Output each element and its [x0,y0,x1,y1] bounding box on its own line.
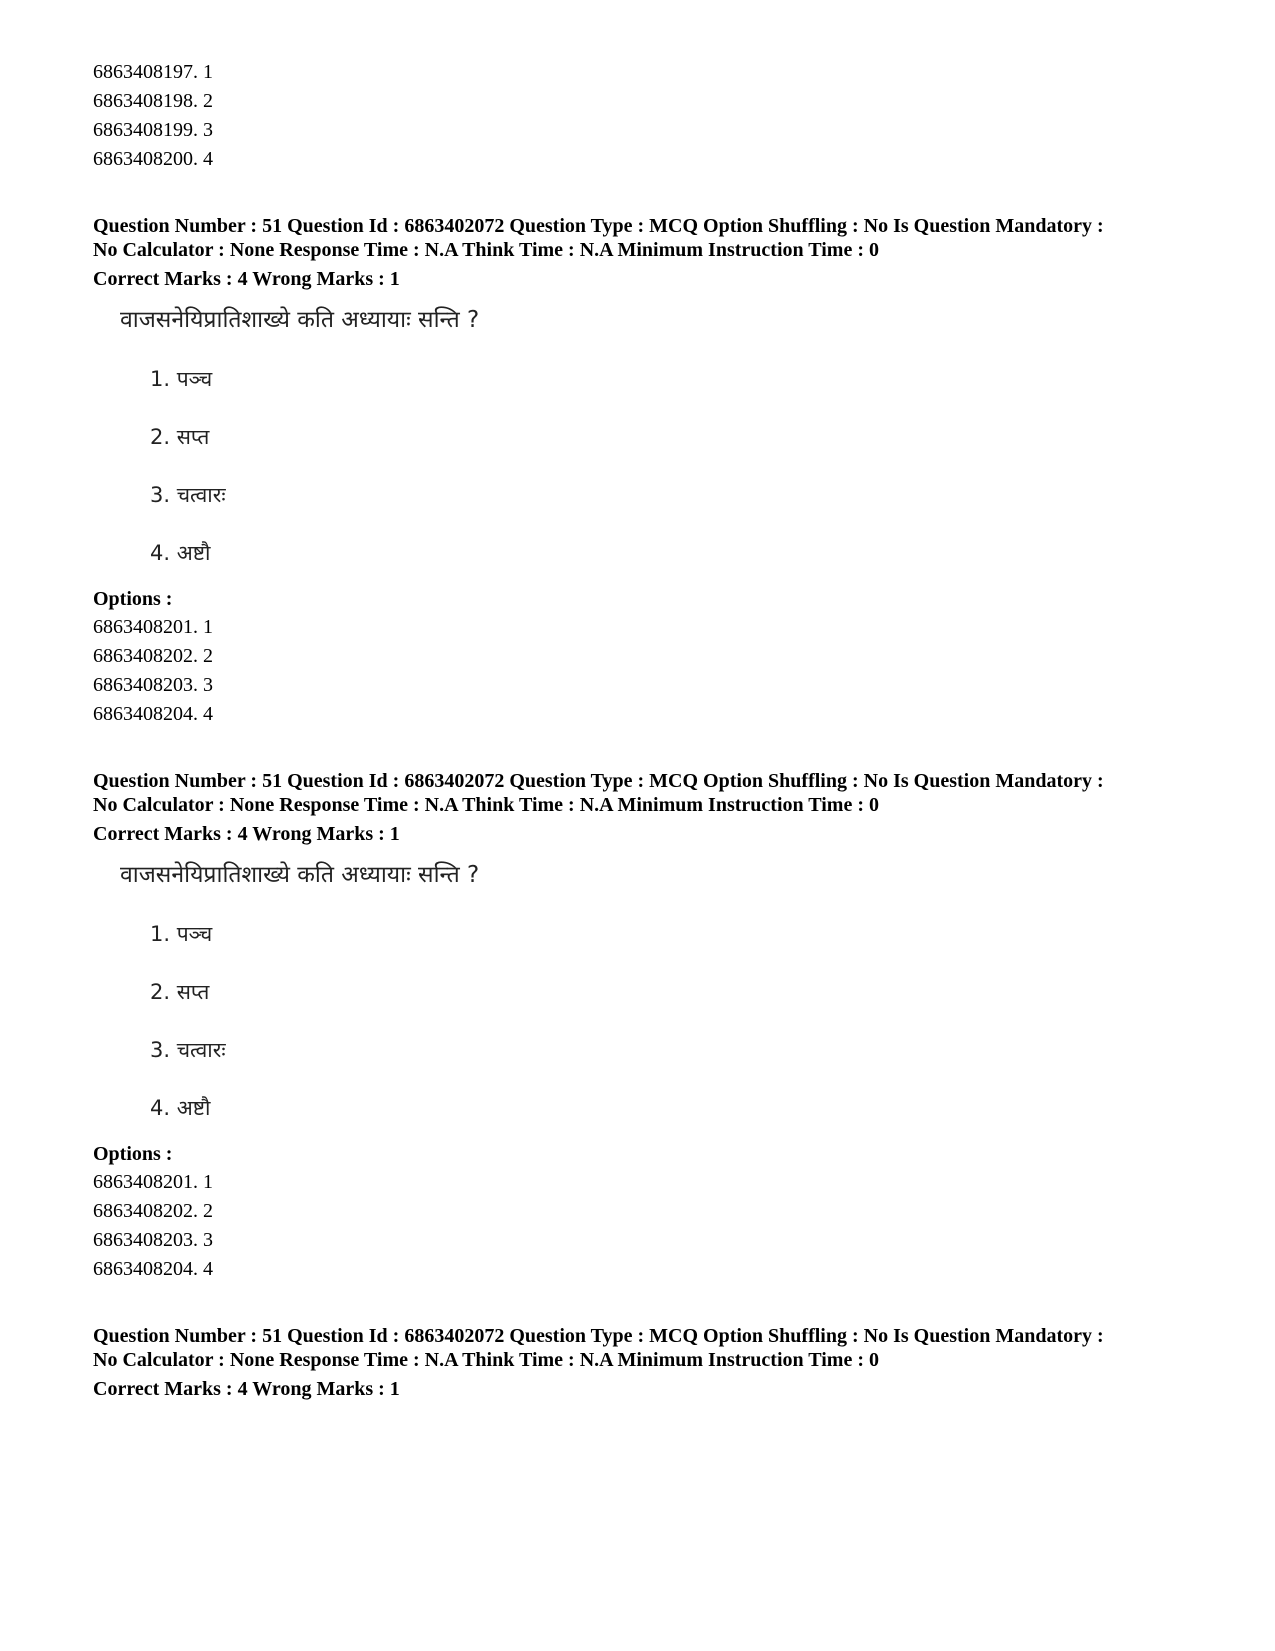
question-choice: 2. सप्त [150,425,210,449]
question-choice: 1. पञ्च [150,367,213,391]
option-item: 6863408202. 2 [93,645,213,667]
option-item: 6863408204. 4 [93,703,213,725]
option-item: 6863408201. 1 [93,616,213,638]
question-meta-line1: Question Number : 51 Question Id : 6863402072 Question Type : MCQ Option Shuffling : No Is Question Mandatory : [93,1325,1104,1347]
option-item: 6863408200. 4 [93,148,213,170]
question-marks: Correct Marks : 4 Wrong Marks : 1 [93,1378,400,1400]
question-block-2 [93,769,1183,1284]
question-marks: Correct Marks : 4 Wrong Marks : 1 [93,268,400,290]
option-item: 6863408199. 3 [93,119,213,141]
question-image [120,305,1183,567]
question-text: वाजसनेयिप्रातिशाख्ये कति अध्यायाः सन्ति ? [120,862,480,888]
question-choice: 1. पञ्च [150,922,213,946]
option-item: 6863408198. 2 [93,90,213,112]
question-marks: Correct Marks : 4 Wrong Marks : 1 [93,823,400,845]
question-choice: 3. चत्वारः [150,1038,226,1062]
question-choice: 3. चत्वारः [150,483,226,507]
question-meta-line1: Question Number : 51 Question Id : 6863402072 Question Type : MCQ Option Shuffling : No Is Question Mandatory : [93,215,1104,237]
question-block-3 [93,1324,1183,1401]
question-meta-line2: No Calculator : None Response Time : N.A Think Time : N.A Minimum Instruction Time : 0 [93,239,879,261]
options-label: Options : [93,588,173,610]
option-item: 6863408197. 1 [93,61,213,83]
option-item: 6863408202. 2 [93,1200,213,1222]
question-meta-line2: No Calculator : None Response Time : N.A Think Time : N.A Minimum Instruction Time : 0 [93,1349,879,1371]
question-image [120,860,1183,1122]
question-block-1 [93,214,1183,729]
document-page [93,58,1183,1441]
option-item: 6863408201. 1 [93,1171,213,1193]
question-text: वाजसनेयिप्रातिशाख्ये कति अध्यायाः सन्ति ? [120,307,480,333]
option-item: 6863408203. 3 [93,674,213,696]
question-choice: 2. सप्त [150,980,210,1004]
question-choice: 4. अष्टौ [150,1096,211,1120]
option-item: 6863408204. 4 [93,1258,213,1280]
options-label: Options : [93,1143,173,1165]
question-choice: 4. अष्टौ [150,541,211,565]
option-item: 6863408203. 3 [93,1229,213,1251]
question-meta-line1: Question Number : 51 Question Id : 6863402072 Question Type : MCQ Option Shuffling : No Is Question Mandatory : [93,770,1104,792]
option-list-previous [93,58,1183,174]
question-meta-line2: No Calculator : None Response Time : N.A Think Time : N.A Minimum Instruction Time : 0 [93,794,879,816]
